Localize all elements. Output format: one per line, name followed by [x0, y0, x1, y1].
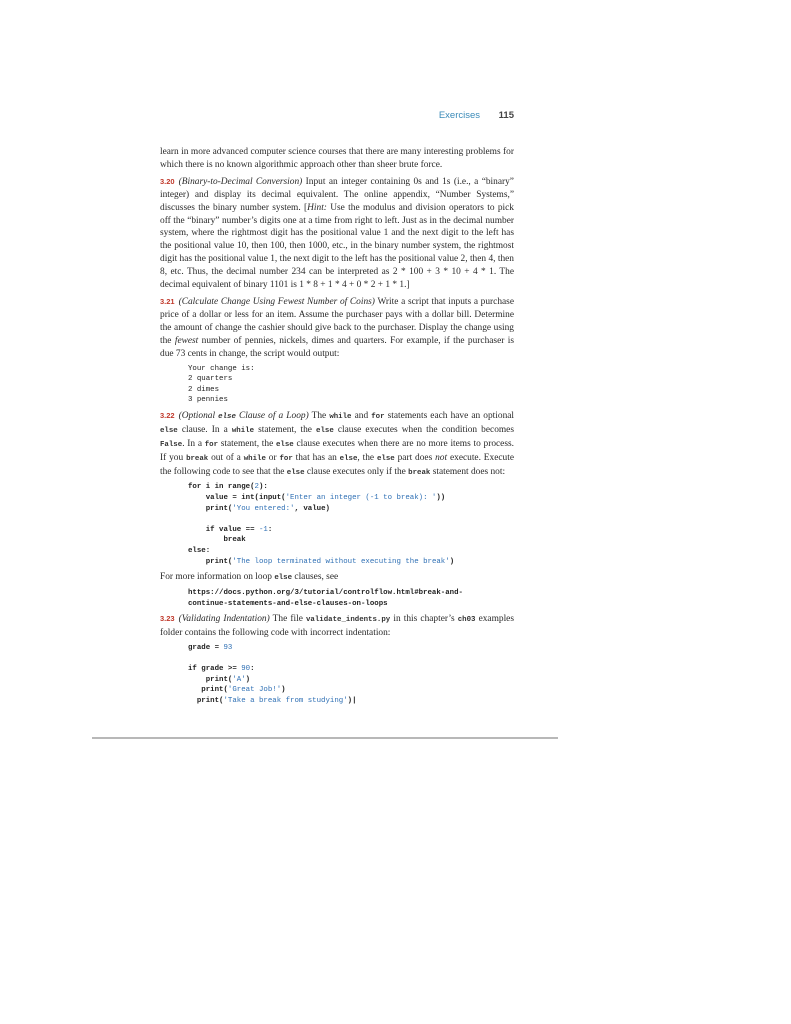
page-content — [160, 146, 514, 711]
page-number: 115 — [498, 110, 514, 121]
exercise-number: 3.22 — [160, 410, 175, 420]
exercise-title: (Binary-to-Decimal Conversion) — [178, 176, 303, 187]
exercise-title: (Optional else Clause of a Loop) — [178, 410, 309, 421]
exercise-3-21: 3.21 (Calculate Change Using Fewest Number of Coins) Write a script that inputs a purchase price of a dollar or less for an item. Assume the purchaser pays with a dollar bill. Determine the amount of change the cashier should give back to the purchaser. Display the change using the fewest number of pennies, nickels, dimes and quarters. For example, if the purchaser is due 73 cents in change, the script would output: — [160, 296, 514, 359]
exercise-number: 3.20 — [160, 176, 175, 186]
exercise-number: 3.23 — [160, 614, 175, 624]
code-block-indentation: grade = 93 if grade >= 90: print('A') print('Great Job!') print('Take a break from studying')| — [188, 644, 357, 706]
intro-paragraph: learn in more advanced computer science courses that there are many interesting problems for which there is no known algorithmic approach other than sheer brute force. — [160, 147, 514, 170]
exercise-title: (Calculate Change Using Fewest Number of Coins) — [178, 296, 375, 307]
code-output-change: Your change is: 2 quarters 2 dimes 3 pennies — [188, 364, 255, 405]
code-block-else-loop: for i in range(2): value = int(input('Enter an integer (-1 to break): ')) print('You entered:', value) if value == -1: break else: print('The loop terminated without executing the break') — [188, 483, 455, 566]
section-title: Exercises — [438, 110, 481, 121]
running-header — [160, 110, 514, 126]
exercise-3-20: 3.20 (Binary-to-Decimal Conversion) Input an integer containing 0s and 1s (i.e., a “binary” integer) and display its decimal equivalent. The online appendix, “Number Systems,” discusses the binary number system. [Hint: Use the modulus and division operators to pick off the “binary” number’s digits one at a time from right to left. Just as in the decimal number system, where the rightmost digit has the positional value 1 and the next digit to the left has the positional value 10, then 100, then 1000, etc., in the binary number system, the rightmost digit has the positional value 1, the next digit to the left has the positional value 2, then 4, then 8, etc. Thus, the decimal number 234 can be interpreted as 2 * 100 + 3 * 10 + 4 * 1. The decimal equivalent of binary 1101 is 1 * 8 + 1 * 4 + 0 * 2 + 1 * 1.] — [160, 176, 514, 291]
folder-name: ch03 — [457, 616, 476, 625]
bottom-divider — [92, 737, 558, 739]
more-info-line: For more information on loop else clauses, see — [160, 572, 339, 583]
docs-url: https://docs.python.org/3/tutorial/controlflow.html#break-and- continue-statements-and-else-clauses-on-loops — [188, 589, 463, 608]
exercise-3-22: 3.22 (Optional else Clause of a Loop) The while and for statements each have an optional else clause. In a while statement, the else clause executes when the condition becomes False. In a for statement, the else clause executes when there are no more items to process. If you break out of a while or for that has an else, the else part does not execute. Execute the following code to see that the else clause executes only if the break statement does not: — [160, 410, 515, 477]
hint-label: Hint: — [307, 202, 327, 213]
exercise-3-23: 3.23 (Validating Indentation) The file validate_indents.py in this chapter’s ch03 examples folder contains the following code with incorrect indentation: — [160, 614, 514, 639]
exercise-number: 3.21 — [160, 296, 175, 306]
exercise-title: (Validating Indentation) — [178, 614, 270, 625]
file-name: validate_indents.py — [305, 616, 391, 625]
